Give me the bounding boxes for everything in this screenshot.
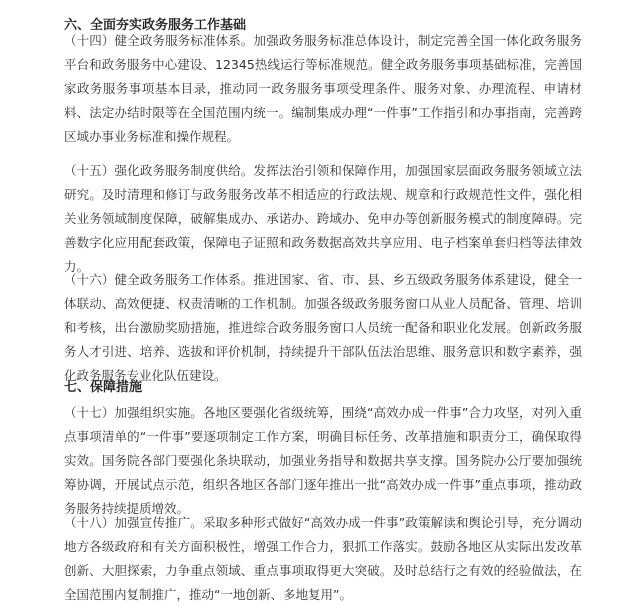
paragraph-16: （十六）健全政务服务工作体系。推进国家、省、市、县、乡五级政务服务体系建设，健全一体联动、高效便捷、权责清晰的工作机制。加强各级政务服务窗口从业人员配备、管理、培训和考核，出台激励奖励措施，推进综合政务服务窗口人员统一配备和职业化发展。创新政务服务人才引进、培养、选拔和评价机制，持续提升干部队伍法治思维、服务意识和数字素养，强化政务服务专业化队伍建设。 [64, 272, 582, 383]
paragraph-15: （十五）强化政务服务制度供给。发挥法治引领和保障作用，加强国家层面政务服务领域立法研究。及时清理和修订与政务服务改革不相适应的行政法规、规章和行政规范性文件，强化相关业务领域制度保障，破解集成办、承诺办、跨域办、免申办等创新服务模式的制度障碍。完善数字化应用配套政策，保障电子证照和政务数据高效共享应用、电子档案单套归档等法律效力。 [64, 163, 582, 274]
paragraph-14: （十四）健全政务服务标准体系。加强政务服务标准总体设计，制定完善全国一体化政务服务平台和政务服务中心建设、12345热线运行等标准规范。健全政务服务事项基础标准，完善国家政务服务事项基本目录，推动同一政务服务事项受理条件、服务对象、办理流程、申请材料、法定办结时限等在全国范围内统一。编制集成办理“一件事”工作指引和办事指南，完善跨区域办事业务标准和操作规程。 [64, 33, 582, 144]
paragraph-17: （十七）加强组织实施。各地区要强化省级统筹，围绕“高效办成一件事”合力攻坚，对列入重点事项清单的“一件事”要逐项制定工作方案，明确目标任务、改革措施和职责分工，确保取得实效。国务院各部门要强化条块联动，加强业务指导和数据共享支撑。国务院办公厅要加强统筹协调，开展试点示范，组织各地区各部门逐年推出一批“高效办成一件事”重点事项，推动政务服务持续提质增效。 [64, 405, 582, 516]
section-heading-6: 六、全面夯实政务服务工作基础 [64, 18, 247, 33]
paragraph-18: （十八）加强宣传推广。采取多种形式做好“高效办成一件事”政策解读和舆论引导，充分调动地方各级政府和有关方面积极性，增强工作合力，狠抓工作落实。鼓励各地区从实际出发改革创新、大胆探索，力争重点领域、重点事项取得更大突破。及时总结行之有效的经验做法，在全国范围内复制推广，推动“一地创新、多地复用”。 [64, 515, 582, 602]
section-heading-7: 七、保障措施 [64, 380, 143, 395]
